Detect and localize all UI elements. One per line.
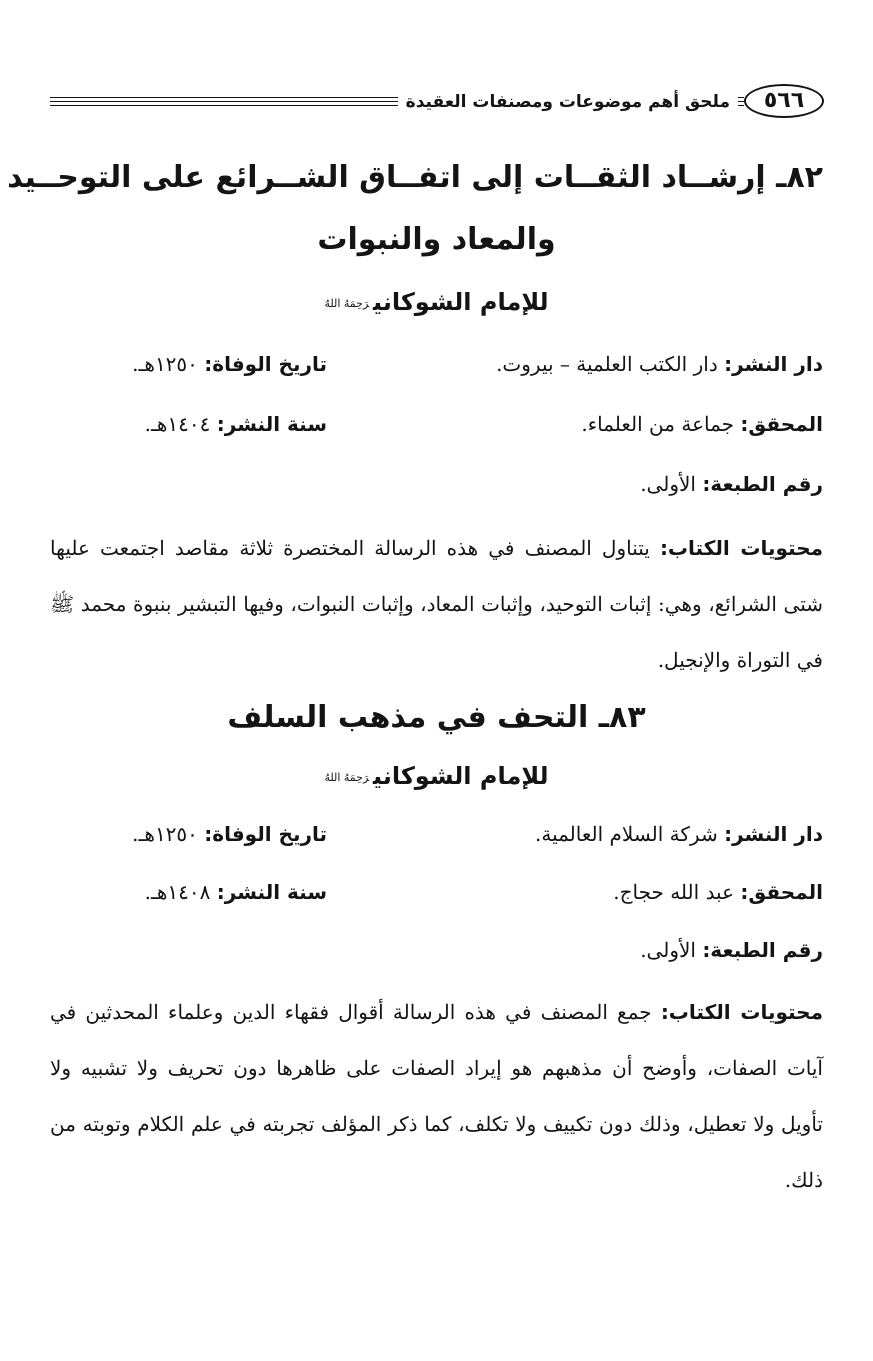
honorific: رَحِمَهُ اللهُ (324, 296, 370, 310)
contents-label: محتويات الكتاب: (660, 1000, 823, 1024)
editor-label: المحقق: (740, 412, 823, 436)
edition-value: الأولى. (640, 472, 696, 496)
edition-label: رقم الطبعة: (702, 472, 823, 496)
edition (640, 938, 823, 962)
editor-value: جماعة من العلماء. (581, 412, 735, 436)
edition (640, 472, 823, 496)
info-row (50, 880, 823, 916)
book-contents (50, 984, 823, 1208)
book-author (50, 762, 823, 790)
publication-year (145, 412, 327, 436)
edition-label: رقم الطبعة: (702, 938, 823, 962)
publisher-value: دار الكتب العلمية – بيروت. (496, 352, 718, 376)
publisher-label: دار النشر: (724, 822, 823, 846)
publisher-value: شركة السلام العالمية. (534, 822, 718, 846)
publication-year-value: ١٤٠٤هـ. (144, 412, 211, 436)
running-header (50, 84, 824, 124)
book-title: ٨٢ـ إرشــاد الثقــات إلى اتفــاق الشــرائع على التوحــيد (7, 160, 823, 195)
page-number: ٥٦٦ (744, 84, 824, 118)
editor-label: المحقق: (740, 880, 823, 904)
honorific: رَحِمَهُ اللهُ (324, 770, 370, 784)
publication-year-label: سنة النشر: (216, 412, 327, 436)
author-name: للإمام الشوكاني (373, 762, 549, 790)
author-name: للإمام الشوكاني (373, 288, 549, 316)
book-title-continued: والمعاد والنبوات (317, 222, 556, 257)
publisher-label: دار النشر: (724, 352, 823, 376)
contents-value: يتناول المصنف في هذه الرسالة المختصرة ثلاثة مقاصد اجتمعت عليها شتى الشرائع، وهي: إثبات التوحيد، وإثبات المعاد، وإثبات النبوات، وفيها التبشير بنبوة محمد ﷺ في التوراة والإنجيل. (50, 536, 823, 672)
info-row (50, 412, 823, 448)
death-date-value: ١٢٥٠هـ. (132, 822, 198, 846)
info-row (50, 822, 823, 858)
death-date (132, 822, 327, 846)
book-author (50, 288, 823, 316)
editor-value: عبد الله حجاج. (613, 880, 735, 904)
death-date-value: ١٢٥٠هـ. (132, 352, 198, 376)
publication-year (145, 880, 327, 904)
info-row (50, 938, 823, 974)
death-date-label: تاريخ الوفاة: (204, 352, 327, 376)
book-title: ٨٣ـ التحف في مذهب السلف (227, 700, 646, 735)
editor (613, 880, 823, 904)
publisher (535, 822, 823, 846)
death-date-label: تاريخ الوفاة: (204, 822, 327, 846)
contents-value: جمع المصنف في هذه الرسالة أقوال فقهاء الدين وعلماء المحدثين في آيات الصفات، وأوضح أن مذهبهم هو إيراد الصفات على ظاهرها دون تحريف ولا تشبيه ولا تأويل ولا تعطيل، وذلك دون تكييف ولا تكلف، كما ذكر المؤلف تجربته في علم الكلام وتوبته من ذلك. (50, 1000, 823, 1192)
editor (581, 412, 823, 436)
info-row (50, 472, 823, 508)
info-row (50, 352, 823, 388)
publication-year-label: سنة النشر: (216, 880, 327, 904)
publication-year-value: ١٤٠٨هـ. (144, 880, 211, 904)
publisher (496, 352, 823, 376)
header-title: ملحق أهم موضوعات ومصنفات العقيدة (398, 92, 738, 112)
death-date (132, 352, 327, 376)
contents-label: محتويات الكتاب: (659, 536, 823, 560)
book-contents (50, 520, 823, 688)
edition-value: الأولى. (640, 938, 696, 962)
